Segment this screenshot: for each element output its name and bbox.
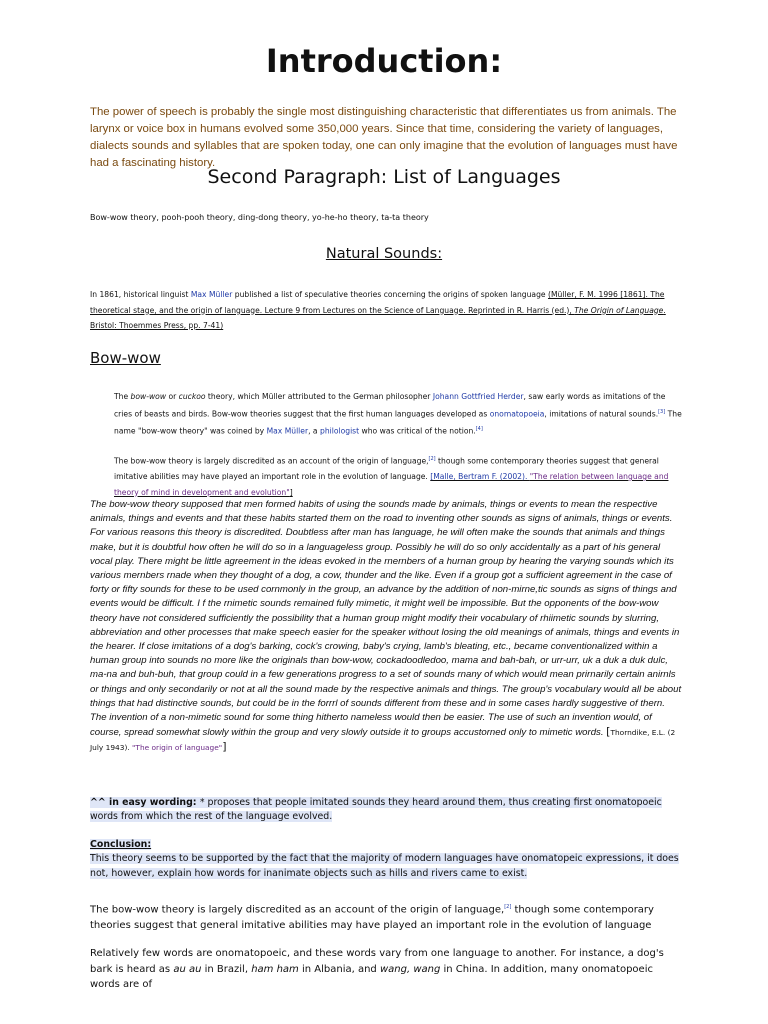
theories-list: Bow-wow theory, pooh-pooh theory, ding-dong theory, yo-he-ho theory, ta-ta theory [90,213,429,222]
bracket: [ [606,725,611,739]
text-italic: ham ham [251,963,299,975]
bow-wow-paragraph-2 [114,452,682,500]
easy-wording-label: ^^ in easy wording: [90,797,200,808]
text: Relatively few words are onomatopoeic, and these words vary from one language to another. For instance, a dog's bark is heard as [90,948,664,975]
easy-wording-highlight [90,797,662,822]
citation-text: [Malle, Bertram F. (2002). [430,472,530,482]
bracket: ] [222,740,227,754]
quote-text: The bow-wow theory supposed that men formed habits of using the sounds made by animals, things or events to mean the respective animals, things and events and that these habits started them on the road to inventing other sounds as signs of animals, things or events. For various reasons this theory is discredited. Doubtless after man has language, he will often make the sounds that animals and things make, but it is doubtful how often he will do so in a languageless group. Possibly he will do so only accidentally as a part of his general vocal play. There might be little agreement in the ideas evoked in the rnernbers of a hurnan group by hearing the varying sounds which its various mernbers rnade when they thought of a dog, a cow, thunder and the like. Even if a group got a sufficient agreement in the case of forty or fifty sounds for these to be used cornmonly in the group, an advance by the addition of non-mirne,tic sounds as signs of things and events would be difficult. I f the rnimetic sounds remained fully mimetic, it might well be impossible. But the opponents of the bow-wow theory have not considered sufficiently the possibility that a human group might modify their vocabulary of rhiimetic sounds by slurring, abbreviation and other processes that make speech easier for the speaker without losing the old meanings of animals, things and events in the hearer. If close imitations of a dog's barking, cock's crowing, baby's crying, lamb's bleating, etc., became conventionalized within a human group into sounds no more like the originals than bow-wow, cockadoodledoo, mama and bah-bah, or urr-urr, uk a duk a duk dulc, ma-na and buh-buh, that group could in a few generations progress to a set of sounds rnany of which would mean prirnarily certain anirnls or things and only secondarily or not at all the sound made by the respective animals and things. The group's vocabulary would all be about things that had distinctive sounds, but could be in the forrrl of sounds different from these and in some cases hardly suggestive of thern. The invention of a non-mimetic sound for some thing hitherto nameless would then be easier. The use of such an invention would, of course, spread somewhat slowly within the group and very slowly outside it to groups accustorned only to mimetic words. [90,499,682,739]
text: or [166,392,179,401]
muller-text: published a list of speculative theories concerning the origins of spoken language [232,290,548,299]
herder-link[interactable]: Johann Gottfried Herder [432,392,524,401]
text: The name "bow-wow theory" was coined by [114,409,682,436]
muller-paragraph [90,287,682,334]
philologist-link[interactable]: philologist [320,426,360,436]
text-italic: bow-wow [130,392,167,401]
max-muller-link[interactable]: Max Müller [190,290,233,299]
footnote-ref[interactable]: [2] [504,904,512,910]
text-italic: wang, wang [379,963,441,975]
onomatopoeia-link[interactable]: onomatopoeia [489,409,545,419]
text-italic: cuckoo [178,392,206,401]
conclusion-section [90,838,682,881]
thorndike-quote [90,498,682,756]
citation-title: The Origin of Language [574,305,664,315]
bow-wow-heading: Bow-wow [90,349,161,367]
citation-text: Thorndike, E.L. (2 July 1943). [90,728,676,753]
citation-text: . Bristol: Thoemmes Press, pp. 7-41) [90,305,666,330]
second-paragraph-heading: Second Paragraph: List of Languages [207,166,561,188]
discredited-paragraph [90,900,682,934]
conclusion-text: This theory seems to be supported by the fact that the majority of modern languages have onomatopeic expressions, it does not, however, explain how words for inanimate objects such as hills and rivers came to exist. [90,853,679,879]
footnote-ref[interactable]: [4] [475,425,483,432]
conclusion-label: Conclusion: [90,839,152,850]
thorndike-link[interactable]: "The origin of language" [132,743,223,753]
text: , a [308,426,320,436]
text: though some contemporary theories suggest that general imitative abilities may have played an important role in the evolution of language. [114,456,659,482]
text: in Albania, and [298,963,380,975]
citation-text: (Müller, F. M. 1996 [1861]. The theoretical stage, and the origin of language. Lecture 9 from Lectures on the Science of Language. Reprinted in R. Harris (ed.), [90,290,665,315]
text: in Brazil, [201,963,252,975]
footnote-ref[interactable]: [2] [428,456,436,462]
text: theory, which Müller attributed to the German philosopher [205,392,433,401]
easy-wording-note [90,796,682,825]
intro-paragraph: The power of speech is probably the single most distinguishing characteristic that differentiates us from animals. The larynx or voice box in humans evolved some 350,000 years. Since that time, considering the variety of languages, dialects sounds and syllables that are spoken today, one can only imagine that the evolution of languages must have had a fascinating history. [90,106,678,169]
text: though some contemporary theories suggest that general imitative abilities may have played an important role in the evolution of language [90,904,654,931]
text: The bow-wow theory is largely discredited as an account of the origin of language, [114,456,429,466]
bow-wow-paragraph-1 [114,389,682,439]
malle-link[interactable]: "The relation between language and theory of mind in development and evolution" [114,472,669,497]
text: in China. In addition, many onomatopoeic words are of [90,963,653,991]
onomatopoeic-paragraph [90,946,682,993]
page-title: Introduction: [265,42,503,80]
text-italic: au au [173,963,202,975]
max-muller-link[interactable]: Max Müller [266,426,309,436]
text: , imitations of natural sounds. [544,409,659,419]
muller-text: In 1861, historical linguist [90,290,191,299]
citation-text: ] [289,487,293,497]
natural-sounds-heading: Natural Sounds: [325,246,443,262]
text: who was critical of the notion. [359,426,476,436]
text: , saw early words as imitations of the cries of beasts and birds. Bow-wow theories suggest that the first human languages developed as [114,392,666,419]
text: The [114,392,131,401]
text: The bow-wow theory is largely discredited as an account of the origin of language, [90,904,505,916]
footnote-ref[interactable]: [3] [658,408,666,415]
easy-wording-text: * proposes that people imitated sounds they heard around them, thus creating first onomatopoeic words from which the rest of the language evolved. [90,797,662,823]
